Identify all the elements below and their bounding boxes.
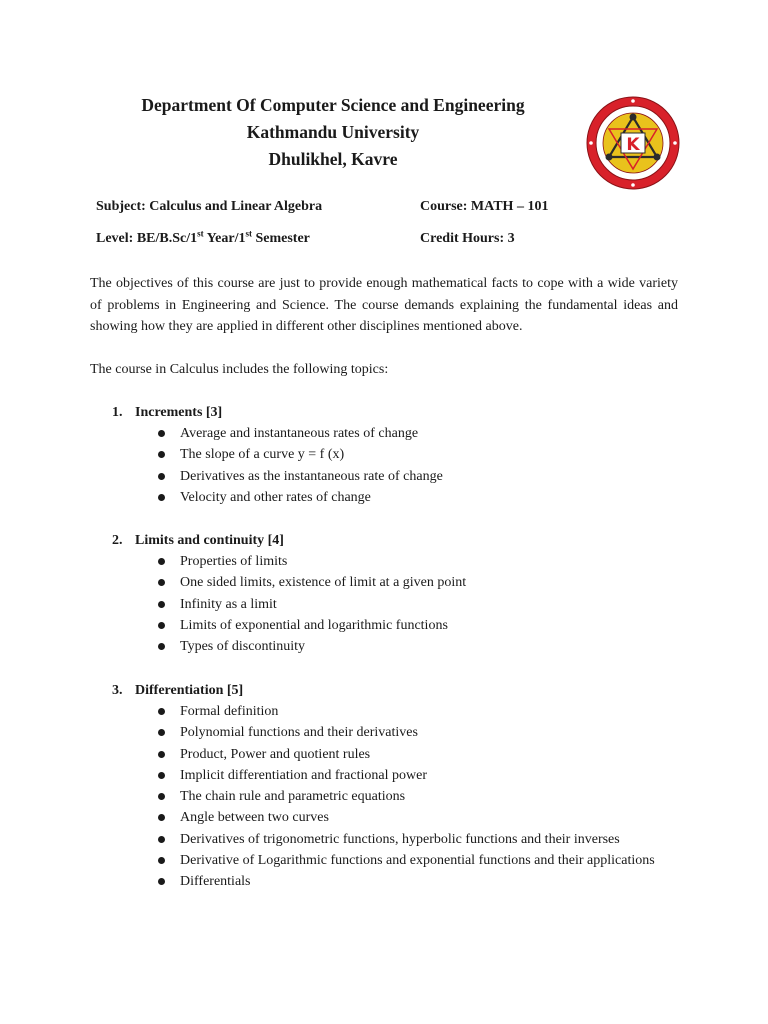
bullet-icon <box>158 814 165 821</box>
bullet-icon <box>158 494 165 501</box>
course-code: Course: MATH – 101 <box>420 199 549 214</box>
list-item: Angle between two curves <box>112 807 678 828</box>
list-item: Limits of exponential and logarithmic functions <box>112 615 678 636</box>
bullet-icon <box>158 729 165 736</box>
list-item: Implicit differentiation and fractional power <box>112 765 678 786</box>
topic-section <box>112 680 678 893</box>
bullet-icon <box>158 579 165 586</box>
bullet-icon <box>158 857 165 864</box>
topic-items <box>112 423 678 508</box>
course-objectives-paragraph: The objectives of this course are just to provide enough mathematical facts to cope with a wide variety of problems in Engineering and Science. The course demands explaining the fundamental ideas and showing how they are applied in different other disciplines mentioned above. <box>90 276 678 334</box>
topics-lead-text: The course in Calculus includes the following topics: <box>90 362 389 377</box>
list-item: Derivatives as the instantaneous rate of change <box>112 466 678 487</box>
bullet-icon <box>158 622 165 629</box>
list-item: Formal definition <box>112 701 678 722</box>
level-row <box>96 228 515 247</box>
list-item: One sided limits, existence of limit at a given point <box>112 572 678 593</box>
level-label: Level: BE/B.Sc/1st Year/1st Semester <box>96 228 310 246</box>
bullet-icon <box>158 772 165 779</box>
topic-items <box>112 551 678 657</box>
university-location: Dhulikhel, Kavre <box>268 149 398 169</box>
topic-items <box>112 701 678 893</box>
bullet-icon <box>158 878 165 885</box>
bullet-icon <box>158 473 165 480</box>
kathmandu-university-logo <box>585 95 681 191</box>
list-item: Differentials <box>112 871 678 892</box>
topic-title: 2. Limits and continuity [4] <box>112 533 284 548</box>
list-item: Derivatives of trigonometric functions, hyperbolic functions and their inverses <box>112 829 678 850</box>
bullet-icon <box>158 751 165 758</box>
list-item: The slope of a curve y = f (x) <box>112 444 678 465</box>
bullet-icon <box>158 643 165 650</box>
bullet-icon <box>158 601 165 608</box>
department-name: Department Of Computer Science and Engineering <box>141 95 525 115</box>
bullet-icon <box>158 836 165 843</box>
subject-label: Subject: Calculus and Linear Algebra <box>96 199 323 214</box>
topic-section <box>112 402 678 508</box>
list-item: Infinity as a limit <box>112 594 678 615</box>
bullet-icon <box>158 430 165 437</box>
subject-row <box>96 199 549 215</box>
bullet-icon <box>158 793 165 800</box>
bullet-icon <box>158 558 165 565</box>
bullet-icon <box>158 708 165 715</box>
topic-title: 3. Differentiation [5] <box>112 683 244 698</box>
bullet-icon <box>158 451 165 458</box>
logo-emblem-letter: K <box>626 135 640 155</box>
topic-section <box>112 530 678 657</box>
credit-hours: Credit Hours: 3 <box>420 231 515 246</box>
list-item: Velocity and other rates of change <box>112 487 678 508</box>
university-name: Kathmandu University <box>246 122 420 142</box>
list-item: Average and instantaneous rates of change <box>112 423 678 444</box>
list-item: Product, Power and quotient rules <box>112 744 678 765</box>
list-item: Properties of limits <box>112 551 678 572</box>
list-item: Derivative of Logarithmic functions and exponential functions and their applications <box>112 850 678 871</box>
document-header <box>90 92 576 173</box>
list-item: Types of discontinuity <box>112 636 678 657</box>
topic-title: 1. Increments [3] <box>112 405 223 420</box>
list-item: Polynomial functions and their derivatives <box>112 722 678 743</box>
list-item: The chain rule and parametric equations <box>112 786 678 807</box>
